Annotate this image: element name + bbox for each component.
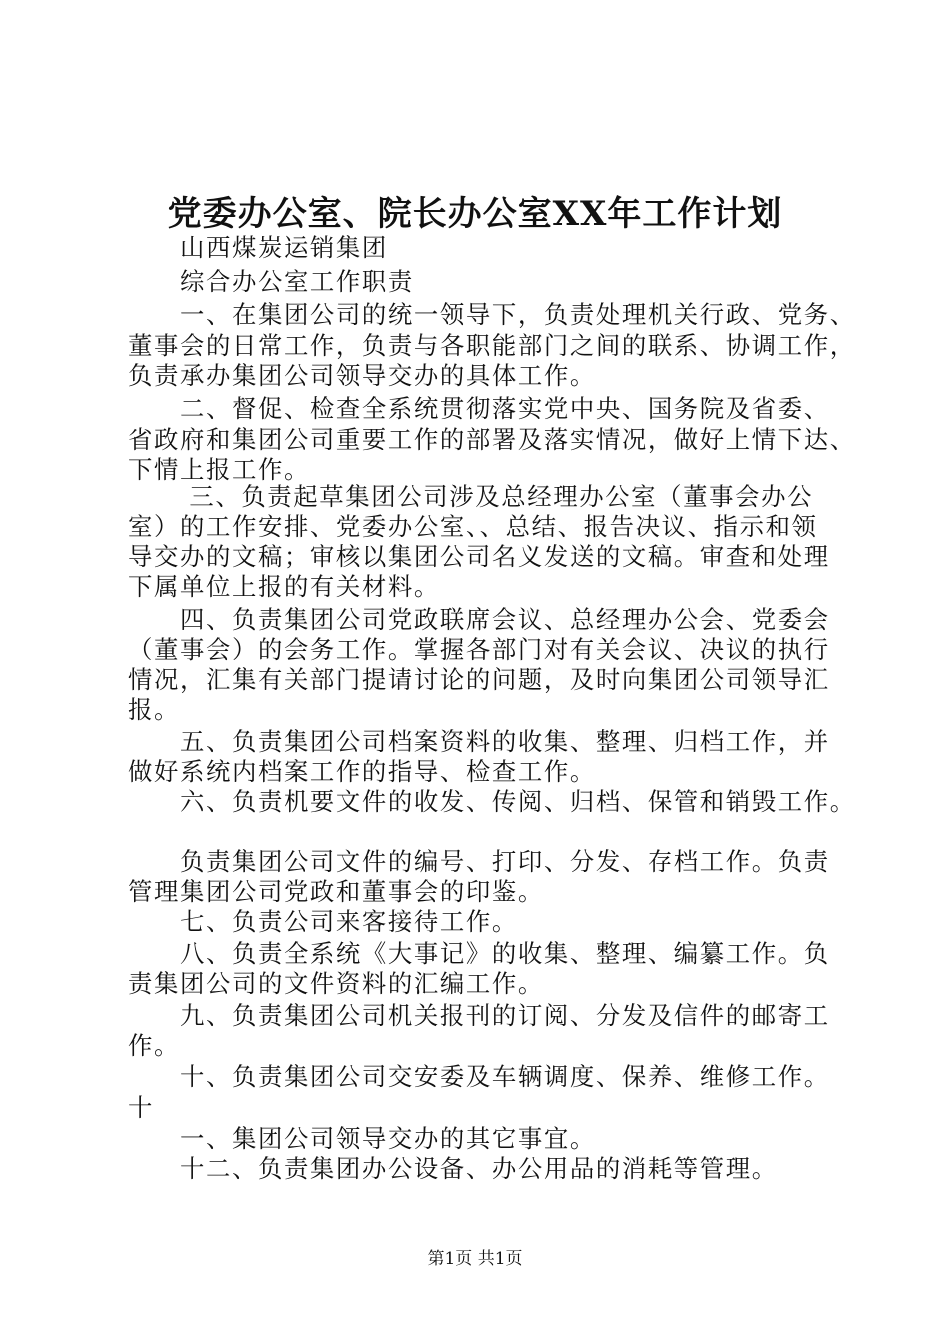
text-line: 省政府和集团公司重要工作的部署及落实情况，做好上情下达、 <box>128 425 856 454</box>
text-line: 十 <box>128 1093 154 1122</box>
text-line: 一、集团公司领导交办的其它事宜。 <box>128 1124 596 1153</box>
text-line: 报。 <box>128 695 180 724</box>
text-line: 下情上报工作。 <box>128 455 310 484</box>
text-line: 下属单位上报的有关材料。 <box>128 572 440 601</box>
text-line: 六、负责机要文件的收发、传阅、归档、保管和销毁工作。 <box>128 787 856 816</box>
text-line: 一、在集团公司的统一领导下，负责处理机关行政、党务、 <box>128 300 856 329</box>
text-line: 情况，汇集有关部门提请讨论的问题，及时向集团公司领导汇 <box>128 665 830 694</box>
text-line: 导交办的文稿；审核以集团公司名义发送的文稿。审查和处理 <box>128 542 830 571</box>
text-line: 十二、负责集团办公设备、办公用品的消耗等管理。 <box>128 1154 778 1183</box>
text-line: 山西煤炭运销集团 <box>128 233 388 262</box>
text-line: 作。 <box>128 1031 180 1060</box>
text-line: 管理集团公司党政和董事会的印鉴。 <box>128 877 544 906</box>
text-line: 室）的工作安排、党委办公室、、总结、报告决议、指示和领 <box>128 512 818 541</box>
text-line: 负责集团公司文件的编号、打印、分发、存档工作。负责 <box>128 847 830 876</box>
text-line: 九、负责集团公司机关报刊的订阅、分发及信件的邮寄工 <box>128 1001 830 1030</box>
text-line: 负责承办集团公司领导交办的具体工作。 <box>128 361 596 390</box>
text-line: 责集团公司的文件资料的汇编工作。 <box>128 969 544 998</box>
text-line: 七、负责公司来客接待工作。 <box>128 907 518 936</box>
text-line: 做好系统内档案工作的指导、检查工作。 <box>128 757 596 786</box>
text-line: 董事会的日常工作，负责与各职能部门之间的联系、协调工作， <box>128 331 856 360</box>
document-title: 党委办公室、院长办公室XX年工作计划 <box>167 194 783 234</box>
text-line: （董事会）的会务工作。掌握各部门对有关会议、决议的执行 <box>128 635 830 664</box>
text-line: 三、负责起草集团公司涉及总经理办公室（董事会办公 <box>128 482 814 511</box>
text-line: 综合办公室工作职责 <box>128 267 414 296</box>
page-number-footer: 第1页 共1页 <box>427 1249 523 1269</box>
text-line: 二、督促、检查全系统贯彻落实党中央、国务院及省委、 <box>128 394 830 423</box>
text-line: 五、负责集团公司档案资料的收集、整理、归档工作，并 <box>128 727 830 756</box>
text-line: 十、负责集团公司交安委及车辆调度、保养、维修工作。 <box>128 1062 830 1091</box>
text-line: 四、负责集团公司党政联席会议、总经理办公会、党委会 <box>128 605 830 634</box>
text-line: 八、负责全系统《大事记》的收集、整理、编纂工作。负 <box>128 939 830 968</box>
